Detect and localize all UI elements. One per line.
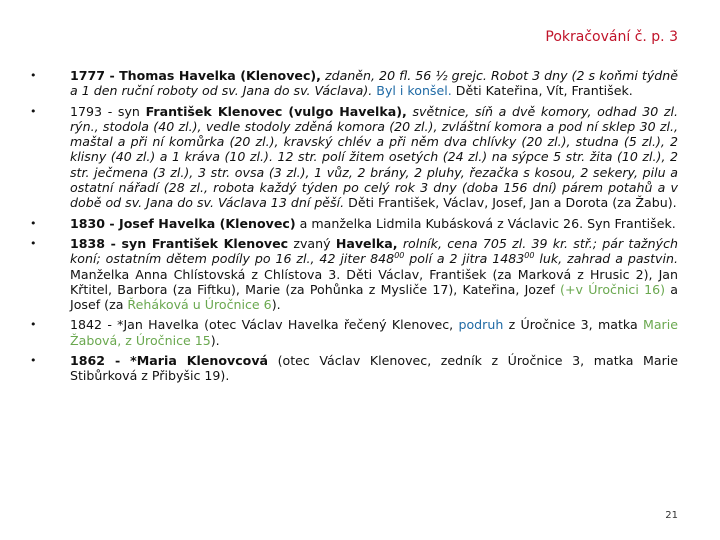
entry-text-run: František Klenovec (vulgo Havelka), xyxy=(145,103,407,119)
entry-text-run: 1830 - Josef Havelka (Klenovec) xyxy=(70,215,296,231)
entry-item xyxy=(30,236,678,312)
page-number: 21 xyxy=(665,510,678,521)
entry-text-run: 1793 xyxy=(70,103,103,119)
entry-text-run: 00 xyxy=(524,251,535,261)
entry-text-run: Havelka, xyxy=(335,235,398,251)
bullet-marker: • xyxy=(30,69,37,82)
entry-list xyxy=(30,68,678,389)
entry-text-run: luk, zahrad a pastvin. xyxy=(534,251,678,267)
entry-text-run: ). xyxy=(210,332,220,348)
entry-text-run: Děti František, Václav, Josef, Jan a Dorota (za Žabu). xyxy=(344,195,677,211)
entry-text-run: - syn xyxy=(102,103,146,119)
entry-item xyxy=(30,68,678,99)
bullet-marker: • xyxy=(30,104,37,118)
entry-text-run: Byl i konšel. xyxy=(372,83,452,99)
entry-item xyxy=(30,353,678,384)
entry-text-run: 00 xyxy=(394,251,405,261)
entry-text-run: ). xyxy=(271,297,281,313)
entry-text-run: zvaný xyxy=(288,235,336,251)
entry-text-run: z Úročnice 3, matka xyxy=(503,317,643,333)
entry-text-run: Manželka Anna Chlístovská z Chlístova 3. Děti Václav, František (za Marková z Hrusic 2), Jan Křtitel, Barbora (za Fiftku), Marie (za Pohůnka z Mysliče 17), Kateřina, Jozef xyxy=(70,266,678,297)
entry-text-run: František Klenovec xyxy=(151,235,289,251)
entry-text-run: Marie Žabová, z Úročnice 15 xyxy=(70,317,678,348)
entry-text-run: (otec Václav Klenovec, zedník z Úročnice 3, matka Marie Stibůrková z Přibyšic 19). xyxy=(70,353,678,384)
entry-item xyxy=(30,317,678,348)
entry-text-run: Řeháková u Úročnice 6 xyxy=(127,297,272,313)
entry-item xyxy=(30,104,678,211)
entry-text-run: zdaněn, 20 fl. 56 ½ grejc. Robot 3 dny (2 s koňmi týdně a 1 den ruční roboty od sv. Jana do sv. Václava). xyxy=(70,68,678,99)
entry-text-run: a Josef (za xyxy=(70,281,679,313)
bullet-marker: • xyxy=(30,354,37,368)
entry-text-run: a manželka Lidmila Kubásková z Václavic 26. Syn František. xyxy=(295,215,676,231)
entry-text-run: (+v Úročnici 16) xyxy=(560,281,666,297)
entry-text-run: světnice, síň a dvě komory, odhad 30 zl. rýn., stodola (40 zl.), vedle stodoly zděná komora (20 zl.), zvláštní komora a pod ní sklep 30 zl., maštal a při ní komůrka (20 zl.), kravský chlév a při něm dva chlívky (20 zl.), studna (5 zl.), 2 klisny (40 zl.) a 1 kráva (10 zl.). 12 str. polí žitem osetých (24 zl.) na sýpce 5 str. žita (10 zl.), 2 str. ječmena (3 zl.), 3 str. ovsa (3 zl.), 1 vůz, 2 brány, 2 pluhy, řezačka s kosou, 2 sekery, pilu a ostatní nářadí (28 zl., robota každý týden po celý rok 3 dny (doba 156 dní) párem potahů a v době od sv. Jana do sv. Václava 13 dní pěší. xyxy=(70,103,678,211)
entry-text-run: podruh xyxy=(458,317,504,333)
entry-text-run: Děti Kateřina, Vít, František. xyxy=(451,83,633,99)
entry-text-run: rolník, cena 705 zl. 39 kr. stř.; pár tažných koní; ostatním dětem podíly po 16 zl., 42 jiter 848 xyxy=(70,235,678,267)
entry-text-run: 1842 - *Jan Havelka (otec Václav Havelka řečený Klenovec, xyxy=(70,317,459,333)
bullet-marker: • xyxy=(30,236,37,250)
entry-text-run: 1862 - *Maria Klenovcová xyxy=(70,353,269,369)
slide-title: Pokračování č. p. 3 xyxy=(545,29,678,45)
entry-text-run: polí a 2 jitra 1483 xyxy=(404,251,525,267)
bullet-marker: • xyxy=(30,216,37,230)
entry-text-run: 1777 - Thomas Havelka (Klenovec), xyxy=(70,68,321,83)
entry-item xyxy=(30,216,678,231)
entry-text-run: 1838 - syn xyxy=(70,235,152,251)
bullet-marker: • xyxy=(30,318,37,332)
